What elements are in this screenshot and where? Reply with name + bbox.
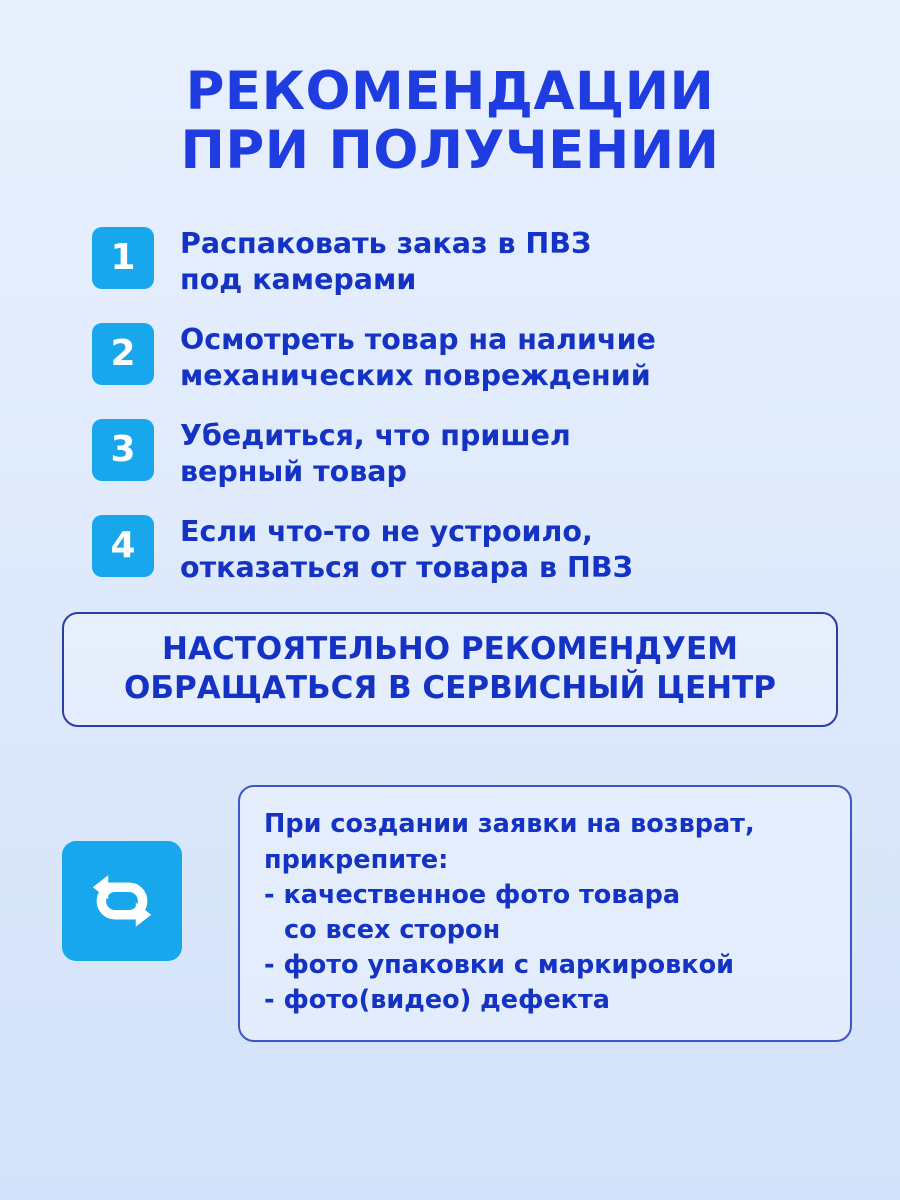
note-line: - фото(видео) дефекта (264, 985, 610, 1016)
return-note-box (238, 785, 852, 1042)
step-text (180, 321, 656, 395)
note-line: со всех сторон (284, 914, 501, 945)
step-text-line-1: Убедиться, что пришел (180, 418, 571, 452)
callout-line-2: ОБРАЩАТЬСЯ В СЕРВИСНЫЙ ЦЕНТР (124, 669, 776, 706)
page-title-line-2: ПРИ ПОЛУЧЕНИИ (180, 120, 720, 182)
step-number-badge: 2 (92, 323, 154, 385)
service-center-callout (62, 612, 838, 727)
step-text (180, 417, 571, 491)
step-number-badge: 4 (92, 515, 154, 577)
step-text (180, 513, 633, 587)
step-number-badge: 1 (92, 227, 154, 289)
callout-line-1: НАСТОЯТЕЛЬНО РЕКОМЕНДУЕМ (162, 631, 738, 668)
step-text-line-1: Распаковать заказ в ПВЗ (180, 226, 592, 260)
list-item (92, 513, 860, 587)
step-text-line-2: механических повреждений (180, 359, 651, 393)
list-item (92, 417, 860, 491)
return-arrows-icon (62, 841, 182, 961)
step-text-line-2: под камерами (180, 263, 417, 297)
step-text (180, 225, 591, 299)
list-item (92, 225, 860, 299)
step-text-line-2: отказаться от товара в ПВЗ (180, 551, 633, 584)
note-line: При создании заявки на возврат, (264, 809, 755, 840)
step-text-line-1: Если что-то не устроило, (180, 514, 593, 548)
return-note-section (0, 785, 900, 1015)
note-line: - фото упаковки с маркировкой (264, 950, 734, 981)
page-title (0, 0, 900, 181)
page-title-line-1: РЕКОМЕНДАЦИИ (185, 61, 715, 122)
step-text-line-1: Осмотреть товар на наличие (180, 322, 656, 356)
note-line: - качественное фото товара (264, 879, 681, 910)
step-number-badge: 3 (92, 419, 154, 481)
list-item (92, 321, 860, 395)
note-line: прикрепите: (264, 844, 449, 875)
step-text-line-2: верный товар (180, 455, 407, 489)
steps-list (0, 225, 900, 587)
